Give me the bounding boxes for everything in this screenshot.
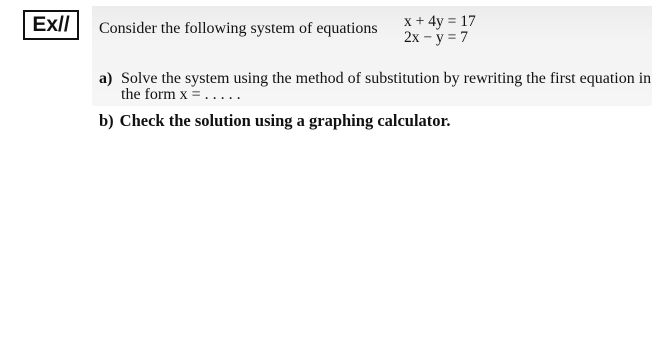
part-a-text-line2: the form x = . . . . . xyxy=(121,86,241,103)
part-a-marker: a) xyxy=(99,70,113,87)
example-label-box xyxy=(23,10,79,40)
equation-1: x + 4y = 17 xyxy=(404,13,476,30)
part-b-text: Check the solution using a graphing calculator. xyxy=(119,111,451,130)
part-b xyxy=(99,112,451,130)
intro-text: Consider the following system of equations xyxy=(99,20,378,37)
part-b-marker: b) xyxy=(99,111,114,130)
example-label: Ex// xyxy=(32,13,70,36)
part-a-text-line1: Solve the system using the method of substitution by rewriting the first equation in xyxy=(121,70,652,87)
equation-2: 2x − y = 7 xyxy=(404,29,468,46)
